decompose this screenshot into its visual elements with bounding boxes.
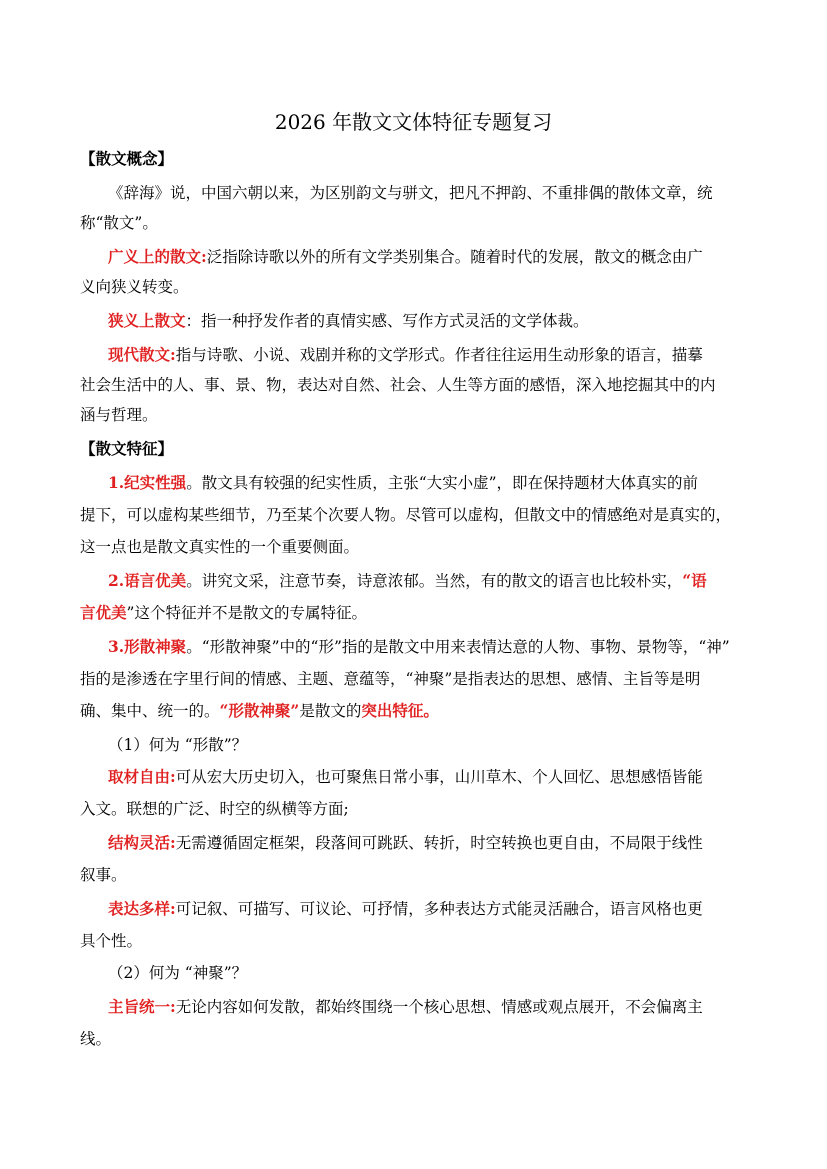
paragraph-line: 1.纪实性强。散文具有较强的纪实性质，主张“大实小虚”，即在保持题材大体真实的前 — [108, 473, 699, 492]
item-label: 结构灵活: — [108, 833, 176, 852]
paragraph-line: 3.形散神聚。“形散神聚”中的“形”指的是散文中用来表情达意的人物、事物、景物等，“神” — [108, 637, 730, 656]
paragraph-line: 具个性。 — [80, 932, 143, 950]
page-title: 2026 年散文文体特征专题复习 — [274, 110, 553, 134]
paragraph-line: 2.语言优美。讲究文采，注意节奏，诗意浓郁。当然，有的散文的语言也比较朴实，“语 — [108, 571, 707, 590]
paragraph-line: 义向狭义转变。 — [80, 278, 189, 296]
section-heading-features: 【散文特征】 — [80, 439, 174, 458]
paragraph-line: 提下，可以虚构某些细节，乃至某个次要人物。尽管可以虚构，但散文中的情感绝对是真实的， — [80, 506, 732, 524]
item-label: 取材自由: — [108, 767, 176, 786]
feature-label: 3.形散神聚 — [108, 637, 187, 656]
paragraph-line: 《辞海》说，中国六朝以来，为区别韵文与骈文，把凡不押韵、不重排偶的散体文章，统 — [108, 184, 713, 202]
term-label: 现代散文: — [108, 345, 176, 364]
paragraph-line: 狭义上散文：指一种抒发作者的真情实感、写作方式灵活的文学体裁。 — [108, 311, 589, 330]
paragraph-line: 这一点也是散文真实性的一个重要侧面。 — [80, 538, 360, 556]
paragraph-line: 指的是渗透在字里行间的情感、主题、意蕴等，“神聚”是指表达的思想、感情、主旨等是明 — [80, 670, 701, 688]
paragraph-line: 表达多样:可记叙、可描写、可议论、可抒情，多种表达方式能灵活融合，语言风格也更 — [108, 899, 703, 918]
paragraph-line: 叙事。 — [80, 866, 127, 884]
feature-label: 1.纪实性强 — [108, 473, 187, 492]
paragraph-line: 主旨统一:无论内容如何发散，都始终围绕一个核心思想、情感或观点展开，不会偏离主 — [108, 997, 703, 1016]
paragraph-line: 现代散文:指与诗歌、小说、戏剧并称的文学形式。作者往往运用生动形象的语言，描摹 — [108, 345, 703, 364]
paragraph-line: 确、集中、统一的。“形散神聚”是散文的突出特征。 — [80, 701, 439, 720]
item-label: 主旨统一: — [108, 997, 176, 1016]
term-label: 广义上的散文: — [108, 247, 207, 266]
paragraph-line: 广义上的散文:泛指除诗歌以外的所有文学类别集合。随着时代的发展，散文的概念由广 — [108, 247, 703, 266]
paragraph-line: 结构灵活:无需遵循固定框架，段落间可跳跃、转折，时空转换也更自由，不局限于线性 — [108, 833, 703, 852]
paragraph-line: 称“散文”。 — [80, 214, 158, 232]
item-label: 表达多样: — [108, 899, 176, 918]
paragraph-line: 社会生活中的人、事、景、物，表达对自然、社会、人生等方面的感悟，深入地挖掘其中的内 — [80, 376, 716, 394]
paragraph-line: 言优美”这个特征并不是散文的专属特征。 — [80, 603, 367, 622]
term-label: 狭义上散文 — [108, 311, 186, 330]
feature-label: 2.语言优美 — [108, 571, 187, 590]
paragraph-line: 入文。联想的广泛、时空的纵横等方面; — [80, 800, 349, 818]
paragraph-line: 涵与哲理。 — [80, 406, 158, 424]
section-heading-concept: 【散文概念】 — [80, 149, 174, 168]
paragraph-line: 取材自由:可从宏大历史切入，也可聚焦日常小事，山川草木、个人回忆、思想感悟皆能 — [108, 767, 703, 786]
sub-question: （1）何为 “形散”？ — [108, 736, 248, 754]
paragraph-line: 线。 — [80, 1030, 112, 1048]
sub-question: （2）何为 “神聚”？ — [108, 964, 248, 982]
